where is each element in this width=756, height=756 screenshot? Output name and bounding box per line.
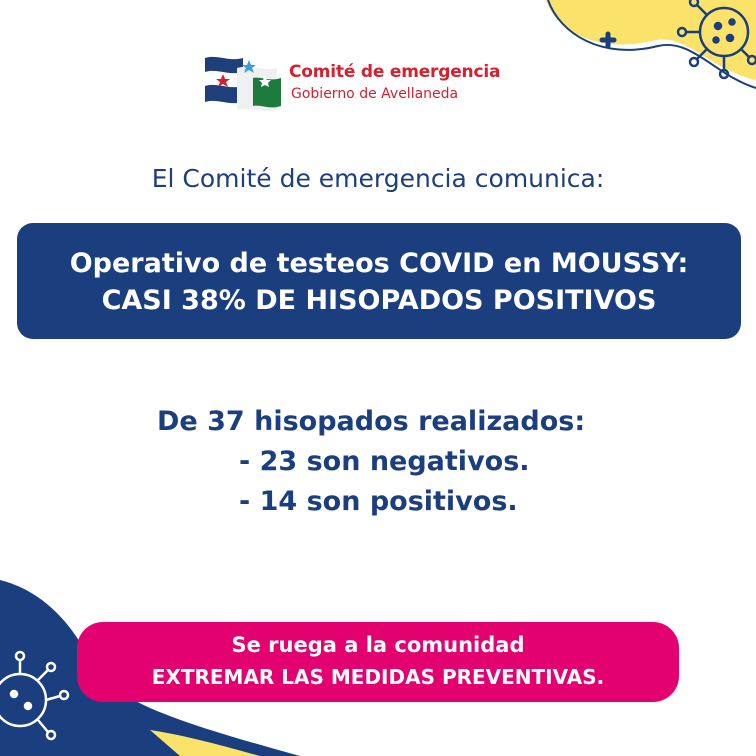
flags-logo-icon [203,54,287,112]
stats-intro: De 37 hisopados realizados: [157,406,586,437]
stats-item-positive: - 14 son positivos. [239,486,518,517]
cta-line-1: Se ruega a la comunidad [231,633,525,657]
logo [203,54,543,112]
stats-item-negative: - 23 son negativos. [239,446,530,477]
cta-line-2: EXTREMAR LAS MEDIDAS PREVENTIVAS. [151,665,605,689]
stats-block [157,402,585,522]
call-to-action-banner [77,622,679,702]
logo-subtitle: Gobierno de Avellaneda [291,86,459,102]
intro-text: El Comité de emergencia comunica: [151,164,605,193]
headline-line-2: CASI 38% DE HISOPADOS POSITIVOS [101,285,657,316]
headline-line-1: Operativo de testeos COVID en MOUSSY: [69,248,689,279]
logo-title: Comité de emergencia [289,62,501,82]
virus-decoration-top-right [546,0,756,100]
headline-banner [17,223,741,339]
